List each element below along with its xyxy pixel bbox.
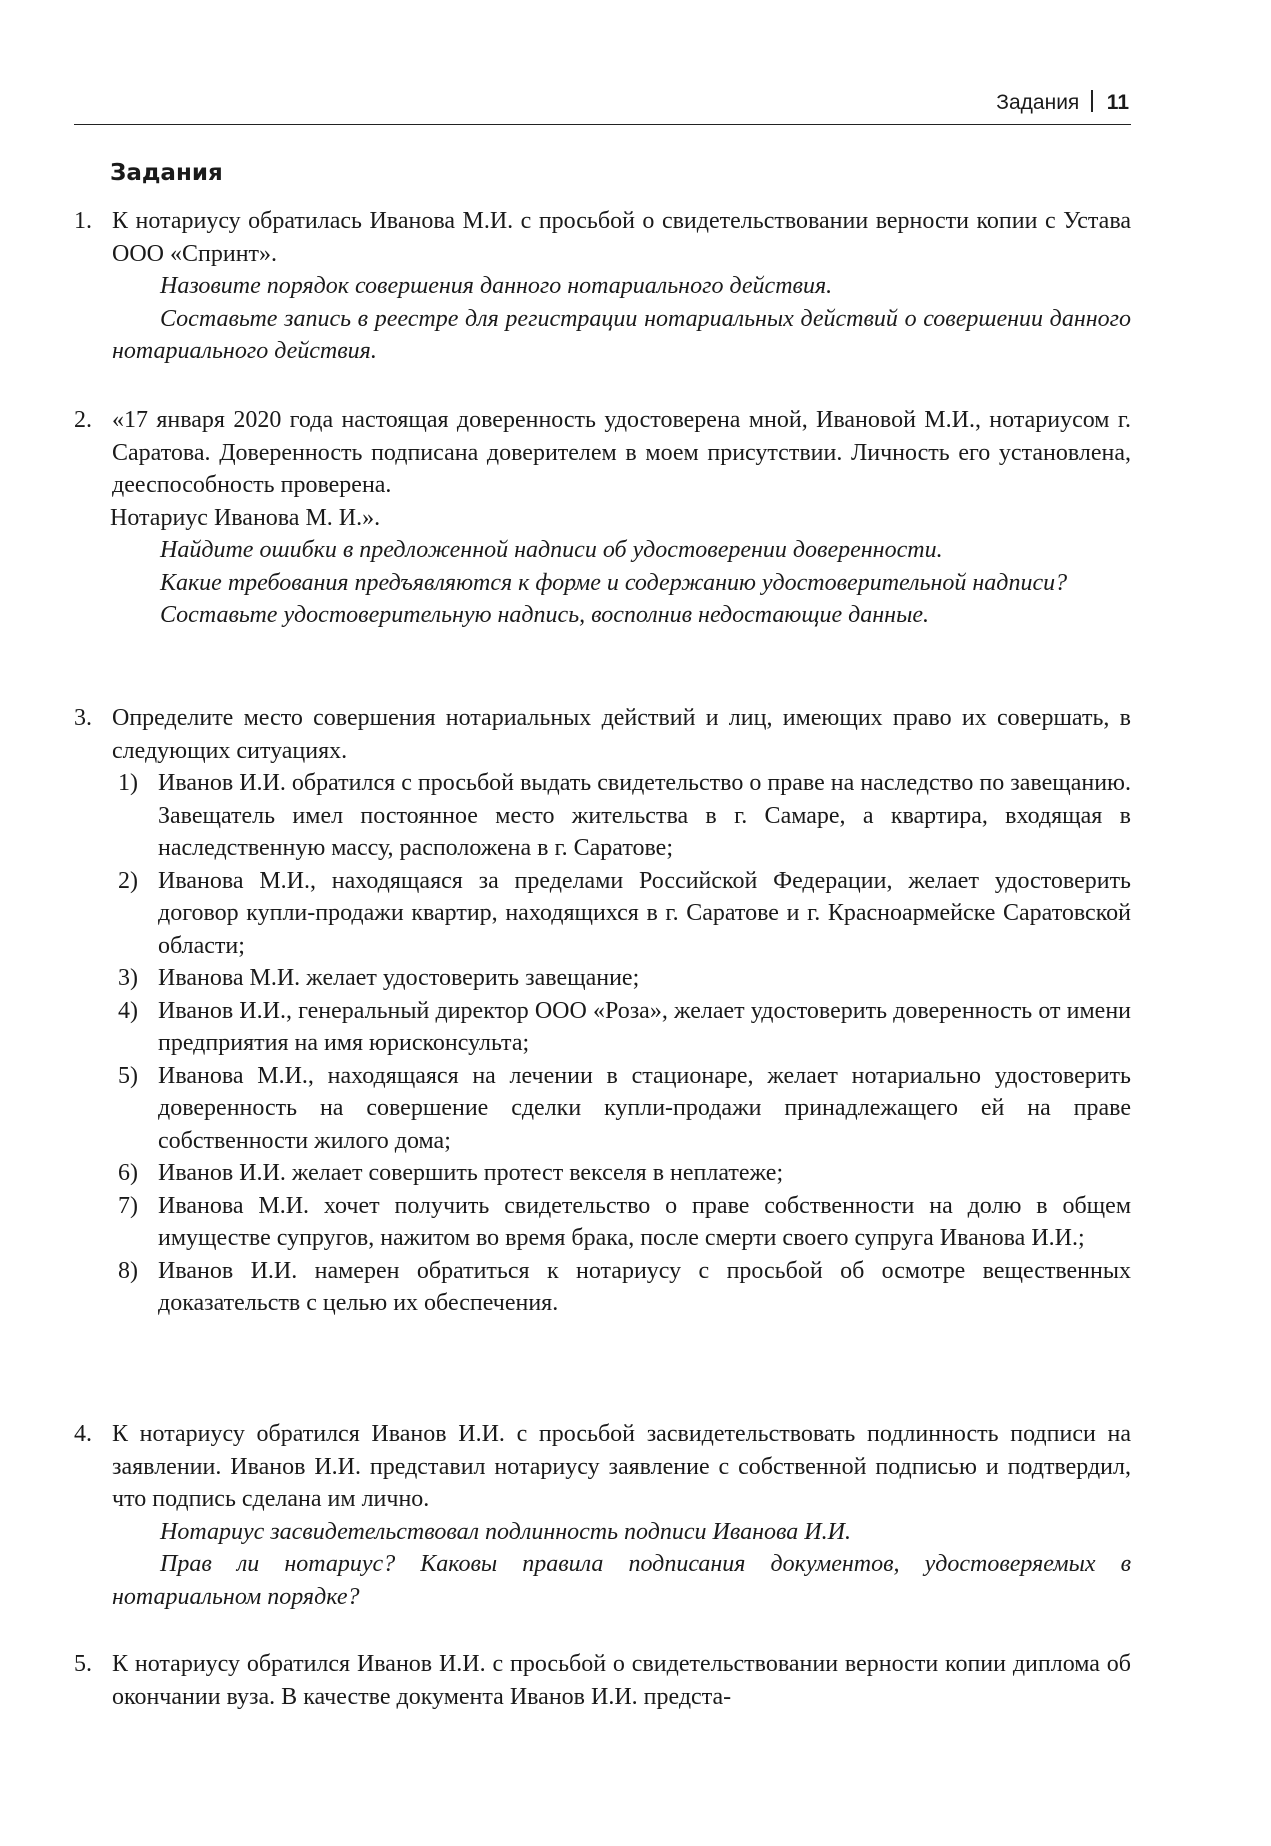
task-question: Какие требования предъявляются к форме и содержанию удостоверительной надписи? — [160, 569, 1068, 596]
task-2 — [74, 404, 1131, 632]
running-header-separator — [1091, 90, 1093, 112]
list-item — [112, 1190, 1131, 1255]
list-item-text: Иванова М.И. хочет получить свидетельство о праве собственности на долю в общем имуществе супругов, нажитом во время брака, после смерти своего супруга Иванова И.И.; — [158, 1192, 1131, 1251]
task-text: К нотариусу обратился Иванов И.И. с просьбой засвидетельствовать подлинность подписи на заявлении. Иванов И.И. представил нотариусу заявление с собственной подписью и подтвердил, что подпись сделана им лично. — [112, 1421, 1131, 1512]
task-text: К нотариусу обратилась Иванова М.И. с просьбой о свидетельствовании верности копии с Устава ООО «Спринт». — [112, 208, 1131, 267]
list-item — [112, 767, 1131, 865]
task-number: 4. — [74, 1421, 92, 1447]
page-number: 11 — [1106, 91, 1129, 114]
list-item-text: Иванов И.И. намерен обратиться к нотариусу с просьбой об осмотре вещественных доказательств с целью их обеспечения. — [158, 1257, 1131, 1316]
task-question: Составьте удостоверительную надпись, восполнив недостающие данные. — [160, 602, 929, 628]
task-question: Найдите ошибки в предложенной надписи об удостоверении доверенности. — [160, 537, 943, 563]
list-item — [112, 962, 1131, 995]
task-text: «17 января 2020 года настоящая доверенность удостоверена мной, Ивановой М.И., нотариусом г. Саратова. Доверенность подписана доверителем в моем присутствии. Личность его установлена, дееспособность проверена. — [112, 407, 1131, 498]
task-1 — [74, 205, 1131, 368]
running-header-section: Задания — [996, 91, 1080, 114]
section-title: Задания — [110, 160, 223, 186]
list-item-number: 8) — [118, 1257, 138, 1284]
list-item-number: 2) — [118, 867, 138, 894]
list-item-number: 6) — [118, 1160, 138, 1186]
list-item — [112, 865, 1131, 963]
running-header — [74, 88, 1131, 125]
list-item-text: Иванов И.И. обратился с просьбой выдать свидетельство о праве на наследство по завещанию. Завещатель имел постоянное место жительства в г. Самаре, а квартира, входящая в наследственную массу, расположена в г. Саратове; — [158, 770, 1131, 861]
list-item — [112, 1157, 1131, 1190]
task-number: 3. — [74, 705, 92, 731]
list-item-number: 7) — [118, 1192, 138, 1219]
list-item-number: 3) — [118, 965, 138, 991]
list-item — [112, 1255, 1131, 1320]
list-item-text: Иванов И.И. желает совершить протест векселя в неплатеже; — [158, 1160, 784, 1186]
task-number: 5. — [74, 1651, 92, 1677]
task-3 — [74, 702, 1131, 1320]
list-item-text: Иванов И.И., генеральный директор ООО «Роза», желает удостоверить доверенность от имени предприятия на имя юрисконсульта; — [158, 997, 1131, 1056]
list-item-number: 5) — [118, 1062, 138, 1089]
list-item-text: Иванова М.И., находящаяся за пределами Российской Федерации, желает удостоверить договор купли-продажи квартир, находящихся в г. Саратове и г. Красноармейске Саратовской области; — [158, 867, 1131, 959]
task-question: Нотариус засвидетельствовал подлинность подписи Иванова И.И. — [160, 1518, 851, 1545]
running-header-right — [996, 88, 1129, 118]
task-number: 2. — [74, 407, 92, 433]
task-4 — [74, 1418, 1131, 1613]
notary-signature-line: Нотариус Иванова М. И.». — [110, 504, 381, 531]
list-item — [112, 995, 1131, 1060]
task-question: Составьте запись в реестре для регистрации нотариальных действий о совершении данного нотариального действия. — [112, 305, 1131, 364]
task-number: 1. — [74, 208, 92, 234]
task-text: К нотариусу обратился Иванов И.И. с просьбой о свидетельствовании верности копии диплома об окончании вуза. В качестве документа Иванов И.И. предста- — [112, 1651, 1131, 1710]
list-item-number: 4) — [118, 997, 138, 1024]
task-5 — [74, 1648, 1131, 1713]
list-item-text: Иванова М.И., находящаяся на лечении в стационаре, желает нотариально удостоверить доверенность на совершение сделки купли-продажи принадлежащего ей на праве собственности жилого дома; — [158, 1062, 1131, 1154]
task-text: Определите место совершения нотариальных действий и лиц, имеющих право их совершать, в следующих ситуациях. — [112, 705, 1131, 764]
list-item-number: 1) — [118, 770, 138, 796]
task-question: Назовите порядок совершения данного нотариального действия. — [160, 273, 833, 299]
task-question: Прав ли нотариус? Каковы правила подписания документов, удостоверяемых в нотариальном порядке? — [112, 1551, 1131, 1610]
situations-list — [112, 767, 1131, 1320]
list-item-text: Иванова М.И. желает удостоверить завещание; — [158, 965, 640, 991]
list-item — [112, 1060, 1131, 1158]
